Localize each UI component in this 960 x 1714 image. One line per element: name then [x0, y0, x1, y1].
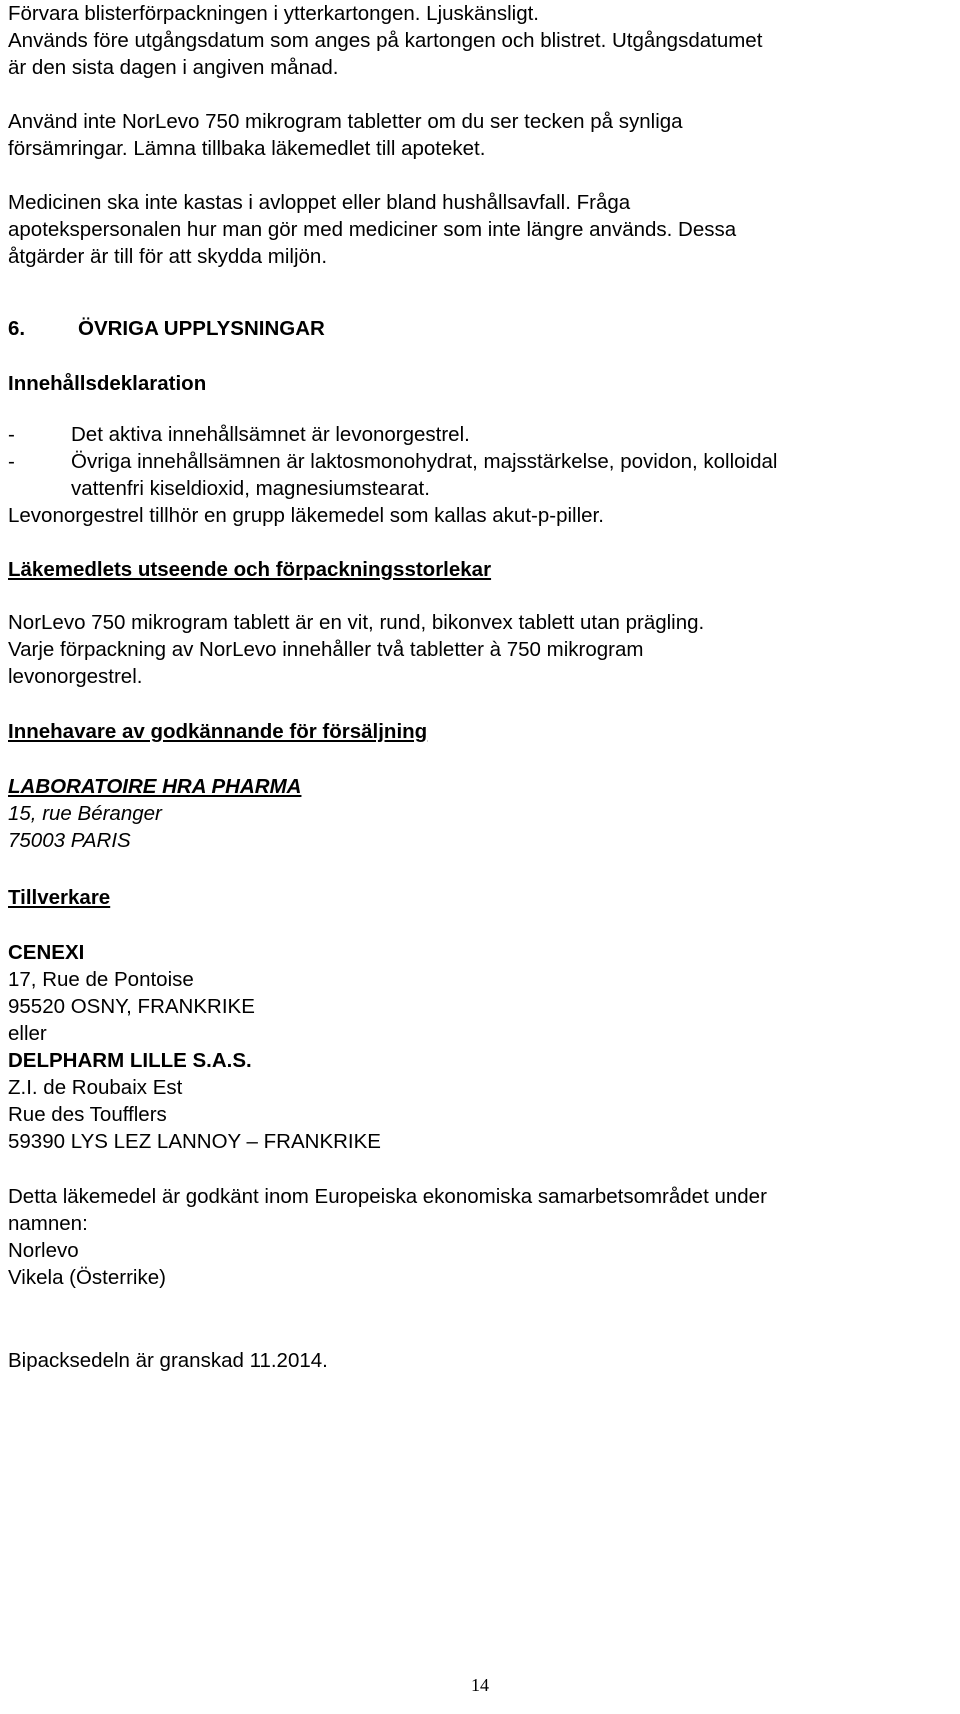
- text-line: vattenfri kiseldioxid, magnesiumstearat.: [71, 477, 430, 500]
- manufacturer-company: CENEXI: [8, 941, 85, 964]
- text-line: Används före utgångsdatum som anges på kartongen och blistret. Utgångsdatumet: [8, 29, 763, 52]
- manufacturer-heading: Tillverkare: [8, 886, 111, 909]
- or-text: eller: [8, 1022, 47, 1045]
- section-title: ÖVRIGA UPPLYSNINGAR: [78, 317, 325, 340]
- disposal-paragraph: [8, 189, 948, 270]
- approval-paragraph: [8, 1183, 948, 1291]
- manufacturer-company: DELPHARM LILLE S.A.S.: [8, 1049, 252, 1072]
- section-heading: [8, 315, 948, 342]
- list-dash: -: [8, 450, 15, 473]
- holder-address-line: 75003 PARIS: [8, 829, 131, 852]
- text-line: namnen:: [8, 1212, 88, 1235]
- contents-heading: Innehållsdeklaration: [8, 372, 207, 395]
- text-line: levonorgestrel.: [8, 665, 143, 688]
- holder-company: LABORATOIRE HRA PHARMA: [8, 775, 302, 798]
- appearance-paragraph: [8, 609, 948, 690]
- text-line: Norlevo: [8, 1239, 79, 1262]
- text-line: försämringar. Lämna tillbaka läkemedlet till apoteket.: [8, 137, 486, 160]
- manufacturer-address-line: 95520 OSNY, FRANKRIKE: [8, 995, 255, 1018]
- text-line: Medicinen ska inte kastas i avloppet eller bland hushållsavfall. Fråga: [8, 191, 631, 214]
- text-line: Övriga innehållsämnen är laktosmonohydrat, majsstärkelse, povidon, kolloidal: [71, 450, 778, 473]
- text-line: Använd inte NorLevo 750 mikrogram tabletter om du ser tecken på synliga: [8, 110, 683, 133]
- storage-paragraph: [8, 0, 948, 81]
- page-number: 14: [471, 1675, 489, 1695]
- text-line: åtgärder är till för att skydda miljön.: [8, 245, 328, 268]
- contents-note: Levonorgestrel tillhör en grupp läkemedel som kallas akut-p-piller.: [8, 504, 604, 527]
- manufacturer-address-line: 17, Rue de Pontoise: [8, 968, 194, 991]
- manufacturer-address-line: 59390 LYS LEZ LANNOY – FRANKRIKE: [8, 1130, 381, 1153]
- text-line: Vikela (Österrike): [8, 1266, 166, 1289]
- text-line: Varje förpackning av NorLevo innehåller två tabletter à 750 mikrogram: [8, 638, 644, 661]
- revision-date: Bipacksedeln är granskad 11.2014.: [8, 1349, 328, 1372]
- document-page: [8, 0, 948, 1374]
- contents-list: [8, 421, 948, 502]
- section-number: 6.: [8, 317, 26, 340]
- manufacturer-address-line: Rue des Toufflers: [8, 1103, 167, 1126]
- appearance-heading: Läkemedlets utseende och förpackningsstorlekar: [8, 558, 492, 581]
- list-dash: -: [8, 423, 15, 446]
- text-line: Förvara blisterförpackningen i ytterkartongen. Ljuskänsligt.: [8, 2, 539, 25]
- damage-paragraph: [8, 108, 948, 162]
- text-line: Detta läkemedel är godkänt inom Europeiska ekonomiska samarbetsområdet under: [8, 1185, 767, 1208]
- list-item: [8, 448, 948, 502]
- text-line: NorLevo 750 mikrogram tablett är en vit, rund, bikonvex tablett utan prägling.: [8, 611, 705, 634]
- text-line: Det aktiva innehållsämnet är levonorgestrel.: [71, 423, 470, 446]
- manufacturer-address-line: Z.I. de Roubaix Est: [8, 1076, 183, 1099]
- list-item: [8, 421, 948, 448]
- text-line: apotekspersonalen hur man gör med mediciner som inte längre används. Dessa: [8, 218, 737, 241]
- holder-address-line: 15, rue Béranger: [8, 802, 162, 825]
- text-line: är den sista dagen i angiven månad.: [8, 56, 339, 79]
- holder-heading: Innehavare av godkännande för försäljning: [8, 720, 428, 743]
